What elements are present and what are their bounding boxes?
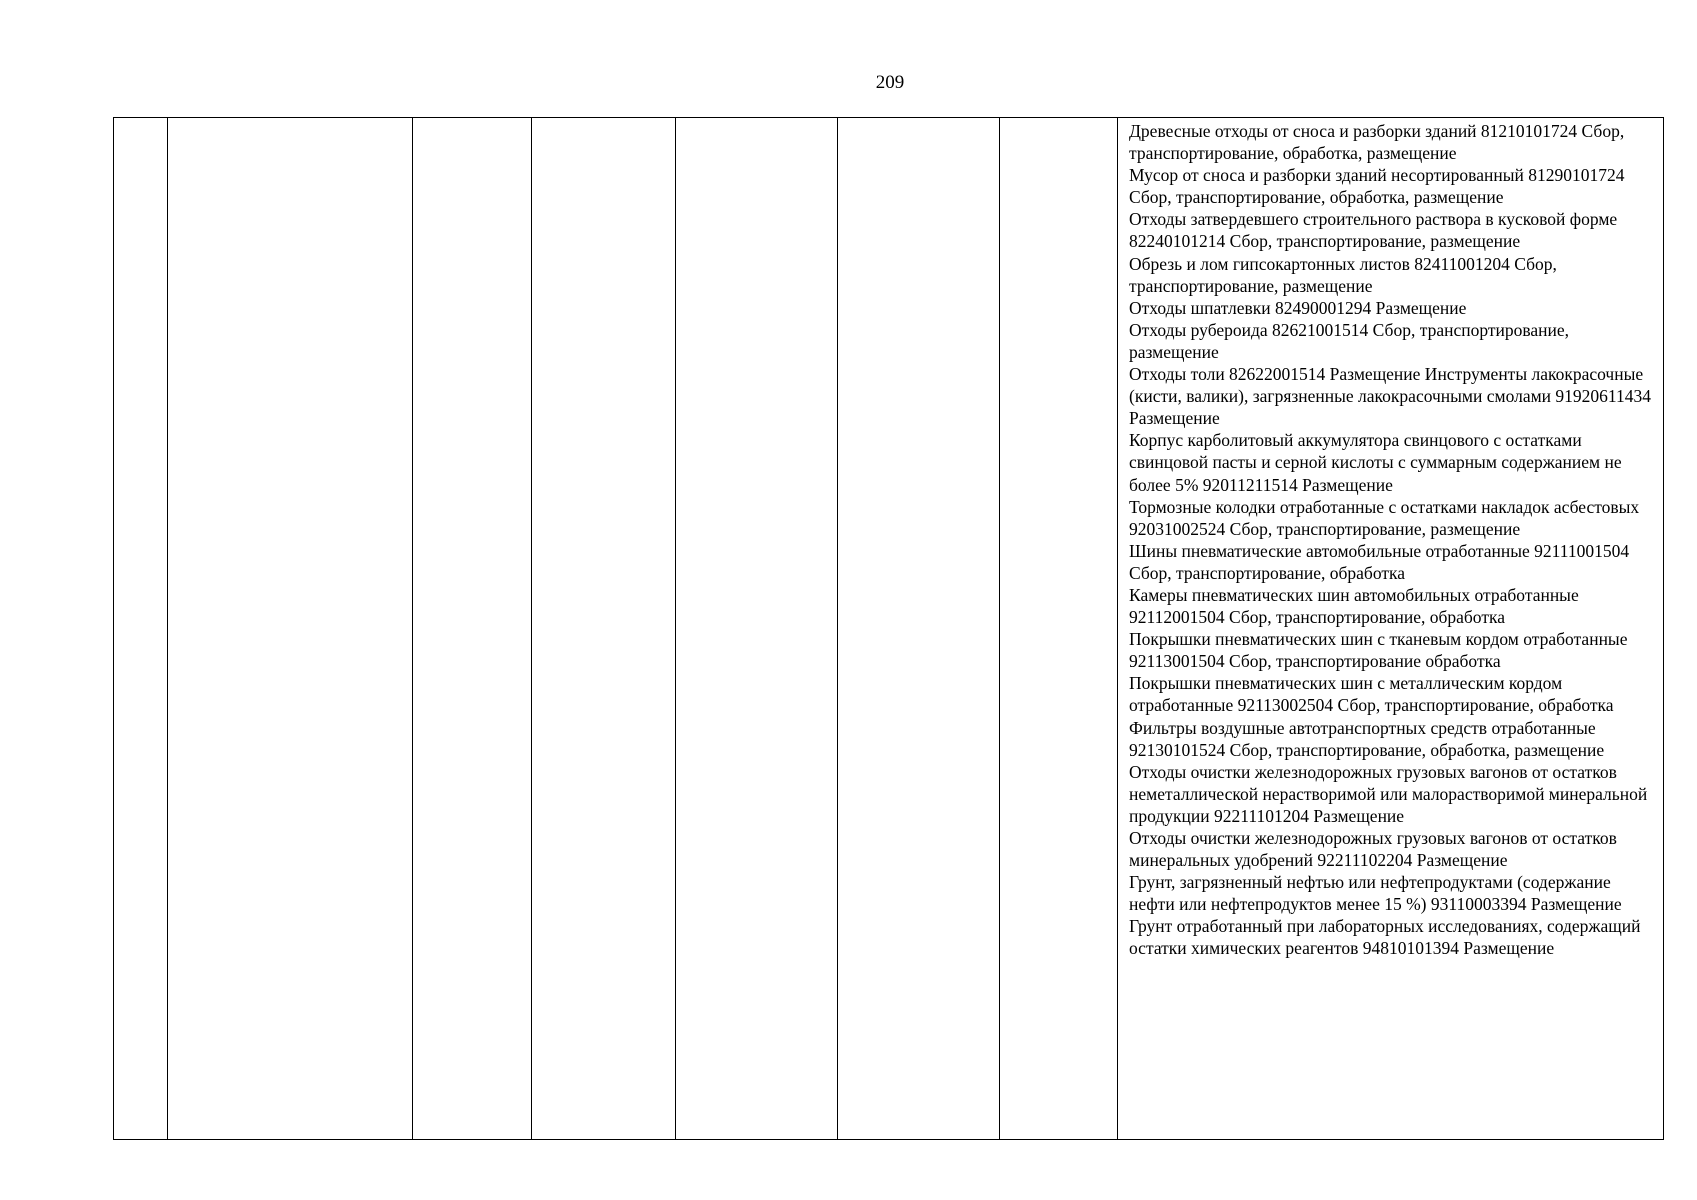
waste-entry: Древесные отходы от сноса и разборки зданий 81210101724 Сбор, транспортирование, обработка, размещение xyxy=(1129,121,1625,164)
table-cell-column-5 xyxy=(676,118,838,1140)
waste-entry: Фильтры воздушные автотранспортных средств отработанные 92130101524 Сбор, транспортирование, обработка, размещение xyxy=(1129,717,1605,760)
waste-entry: Шины пневматические автомобильные отработанные 92111001504 Сбор, транспортирование, обработка xyxy=(1129,540,1630,583)
waste-table xyxy=(113,117,1664,1140)
waste-entry: Обрезь и лом гипсокартонных листов 82411001204 Сбор, транспортирование, размещение xyxy=(1129,253,1557,296)
table-cell-column-7 xyxy=(1000,118,1118,1140)
waste-entry: Отходы очистки железнодорожных грузовых вагонов от остатков неметаллической нерастворимой или малорастворимой минеральной продукции 92211101204 Размещение xyxy=(1129,761,1648,826)
waste-entry: Отходы рубероида 82621001514 Сбор, транспортирование, размещение xyxy=(1129,319,1570,362)
table-cell-number xyxy=(114,118,168,1140)
table-cell-column-6 xyxy=(838,118,1000,1140)
table-cell-column-4 xyxy=(532,118,676,1140)
waste-entry: Отходы толи 82622001514 Размещение Инструменты лакокрасочные (кисти, валики), загрязненные лакокрасочными смолами 91920611434 Размещение xyxy=(1129,364,1652,429)
waste-entry: Мусор от сноса и разборки зданий несортированный 81290101724 Сбор, транспортирование, обработка, размещение xyxy=(1129,165,1625,208)
waste-entry: Отходы затвердевшего строительного раствора в кусковой форме 82240101214 Сбор, транспортирование, размещение xyxy=(1129,209,1618,252)
waste-entry: Корпус карболитовый аккумулятора свинцового с остатками свинцовой пасты и серной кислоты с суммарным содержанием не более 5% 92011211514 Размещение xyxy=(1129,430,1622,495)
waste-list-cell xyxy=(1118,118,1664,1140)
waste-entry: Грунт, загрязненный нефтью или нефтепродуктами (содержание нефти или нефтепродуктов менее 15 %) 93110003394 Размещение xyxy=(1129,872,1622,915)
waste-entry: Покрышки пневматических шин с металлическим кордом отработанные 92113002504 Сбор, транспортирование, обработка xyxy=(1129,673,1614,716)
table-cell-column-3 xyxy=(413,118,532,1140)
page-number: 209 xyxy=(875,72,905,93)
waste-entry: Камеры пневматических шин автомобильных отработанные 92112001504 Сбор, транспортирование, обработка xyxy=(1129,584,1579,628)
waste-entry: Отходы шпатлевки 82490001294 Размещение xyxy=(1129,297,1467,318)
table-row xyxy=(114,118,1664,1140)
waste-entry: Отходы очистки железнодорожных грузовых вагонов от остатков минеральных удобрений 92211102204 Размещение xyxy=(1129,828,1617,871)
waste-entry: Грунт отработанный при лабораторных исследованиях, содержащий остатки химических реагентов 94810101394 Размещение xyxy=(1129,916,1641,959)
table-cell-column-2 xyxy=(168,118,413,1140)
waste-entry: Покрышки пневматических шин с тканевым кордом отработанные 92113001504 Сбор, транспортирование обработка xyxy=(1129,629,1628,672)
waste-entry: Тормозные колодки отработанные с остатками накладок асбестовых 92031002524 Сбор, транспортирование, размещение xyxy=(1129,496,1640,539)
